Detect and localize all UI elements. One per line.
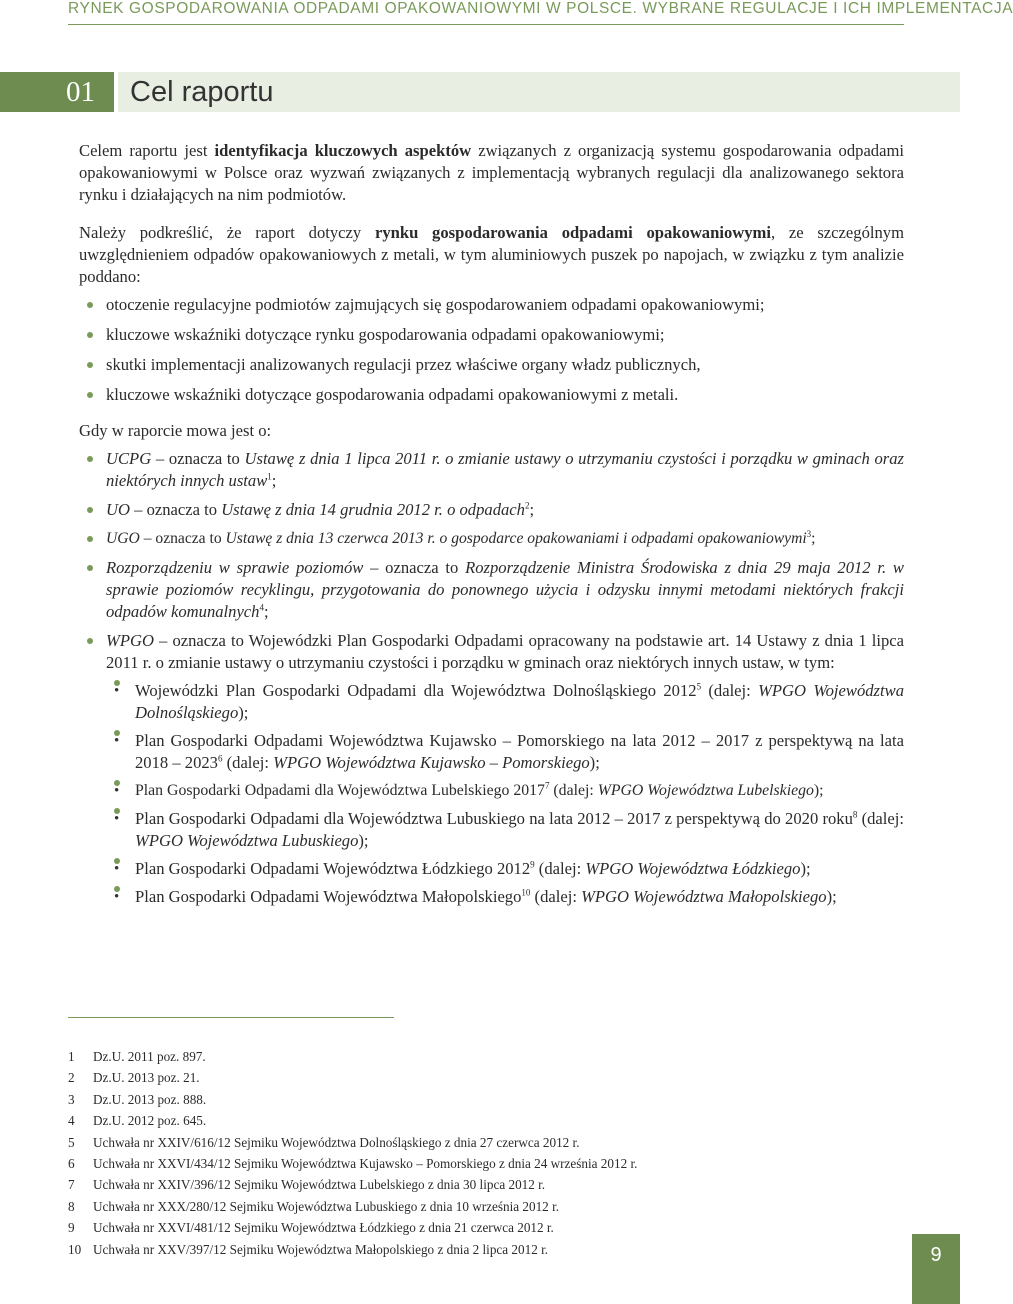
footnotes [68,1046,828,1260]
list-item: kluczowe wskaźniki dotyczące rynku gospodarowania odpadami opakowaniowymi; [79,324,904,346]
list-item: kluczowe wskaźniki dotyczące gospodarowania odpadami opakowaniowymi z metali. [79,384,904,406]
running-header: RYNEK GOSPODAROWANIA ODPADAMI OPAKOWANIOWYMI W POLSCE. WYBRANE REGULACJE I ICH IMPLEMENTACJA [68,0,1013,17]
definition-ugo: UGO – oznacza to Ustawę z dnia 13 czerwca 2013 r. o gospodarce opakowaniami i odpadami opakowaniowymi$^3$; [79,528,904,550]
definition-rozporzadzenie: Rozporządzeniu w sprawie poziomów – oznacza to Rozporządzenie Ministra Środowiska z dnia 29 maja 2012 r. w sprawie poziomów recyklingu, przygotowania do ponownego użycia i odzysku innymi metodami niektórych frakcji odpadów komunalnych$^4$; [79,557,904,623]
scope-list [79,294,904,406]
chapter-band [0,72,960,112]
chapter-title: Cel raportu [130,76,274,108]
definition-uo: UO – oznacza to Ustawę z dnia 14 grudnia 2012 r. o odpadach$^2$; [79,499,904,521]
footnote: 5 Uchwała nr XXIV/616/12 Sejmiku Województwa Dolnośląskiego z dnia 27 czerwca 2012 r. [68,1134,580,1150]
definitions-list [79,448,904,908]
plan-item: • Plan Gospodarki Odpadami Województwa Kujawsko – Pomorskiego na lata 2012 – 2017 z perspektywą na lata 2018 – 2023$^6$ (dalej: WPGO Województwa Kujawsko – Pomorskiego); [106,730,904,774]
list-item: skutki implementacji analizowanych regulacji przez właściwe organy władz publicznych, [79,354,904,376]
footnote: 3 Dz.U. 2013 poz. 888. [68,1091,207,1107]
definition-ucpg: UCPG – oznacza to Ustawę z dnia 1 lipca 2011 r. o zmianie ustawy o utrzymaniu czystości i porządku w gminach oraz niektórych innych ustaw$^1$; [79,448,904,492]
footnote: 4 Dz.U. 2012 poz. 645. [68,1113,207,1129]
footnote-rule [68,1017,394,1018]
footnote: 6 Uchwała nr XXVI/434/12 Sejmiku Województwa Kujawsko – Pomorskiego z dnia 24 września 2012 r. [68,1156,638,1172]
footnote: 1 Dz.U. 2011 poz. 897. [68,1049,206,1064]
header-rule [68,24,904,25]
page-number: 9 [912,1234,960,1304]
plan-item: • Wojewódzki Plan Gospodarki Odpadami dla Województwa Dolnośląskiego 2012$^5$ (dalej: WPGO Województwa Dolnośląskiego); [106,680,904,724]
plan-item: • Plan Gospodarki Odpadami Województwa Małopolskiego$^{10}$ (dalej: WPGO Województwa Małopolskiego); [106,886,904,908]
footnote: 8 Uchwała nr XXX/280/12 Sejmiku Województwa Lubuskiego z dnia 10 września 2012 r. [68,1198,560,1214]
list-item: otoczenie regulacyjne podmiotów zajmujących się gospodarowaniem odpadami opakowaniowymi; [79,294,904,316]
footnote: 2 Dz.U. 2013 poz. 21. [68,1070,200,1086]
footnote: 9 Uchwała nr XXVI/481/12 Sejmiku Województwa Łódzkiego z dnia 21 czerwca 2012 r. [68,1220,554,1236]
footnote: 10 Uchwała nr XXV/397/12 Sejmiku Województwa Małopolskiego z dnia 2 lipca 2012 r. [68,1241,549,1257]
intro-paragraph: Celem raportu jest identyfikacja kluczowych aspektów związanych z organizacją systemu gospodarowania odpadami opakowaniowymi w Polsce oraz wyzwań związanych z implementacją wybranych regulacji dla analizowanego sektora rynku i działających na nim podmiotów. [79,141,904,204]
plan-item: • Plan Gospodarki Odpadami dla Województwa Lubuskiego na lata 2012 – 2017 z perspektywą do 2020 roku$^8$ (dalej: WPGO Województwa Lubuskiego); [106,808,904,852]
scope-paragraph: Należy podkreślić, że raport dotyczy rynku gospodarowania odpadami opakowaniowymi, ze szczególnym uwzględnieniem odpadów opakowaniowych z metali, w tym aluminiowych puszek po napojach, w związku z tym analizie poddano: [79,223,904,286]
definitions-lead: Gdy w raporcie mowa jest o: [79,421,272,440]
footnote: 7 Uchwała nr XXIV/396/12 Sejmiku Województwa Lubelskiego z dnia 30 lipca 2012 r. [68,1177,546,1193]
main-content [79,140,904,915]
plans-list [106,680,904,908]
chapter-number: 01 [0,72,114,112]
definition-wpgo: WPGO – oznacza to Wojewódzki Plan Gospodarki Odpadami opracowany na podstawie art. 14 Ustawy z dnia 1 lipca 2011 r. o zmianie ustawy o utrzymaniu czystości i porządku w gminach oraz niektórych innych ustaw, w tym: • Wojewódzki Plan Gospodarki Odpadami dla Województwa Dolnośląskiego 2012$^5$ (dalej: WPGO Województwa Dolnośląskiego); • Plan Gospodarki Odpadami Województwa Kujawsko – Pomorskiego na lata 2012 – 2017 z perspektywą na lata 2018 – 2023$^6$ (dalej: WPGO Województwa Kujawsko – Pomorskiego); • Plan Gospodarki Odpadami dla Województwa Lubelskiego 2017$^7$ (dalej: WPGO Województwa Lubelskiego); • Plan Gospodarki Odpadami dla Województwa Lubuskiego na lata 2012 – 2017 z perspektywą do 2020 roku$^8$ (dalej: WPGO Województwa Lubuskiego); • Plan Gospodarki Odpadami Województwa Łódzkiego 2012$^9$ (dalej: WPGO Województwa Łódzkiego); • Plan Gospodarki Odpadami Województwa Małopolskiego$^{10}$ (dalej: WPGO Województwa Małopolskiego); [79,630,904,908]
plan-item: • Plan Gospodarki Odpadami dla Województwa Lubelskiego 2017$^7$ (dalej: WPGO Województwa Lubelskiego); [106,780,904,802]
plan-item: • Plan Gospodarki Odpadami Województwa Łódzkiego 2012$^9$ (dalej: WPGO Województwa Łódzkiego); [106,858,904,880]
